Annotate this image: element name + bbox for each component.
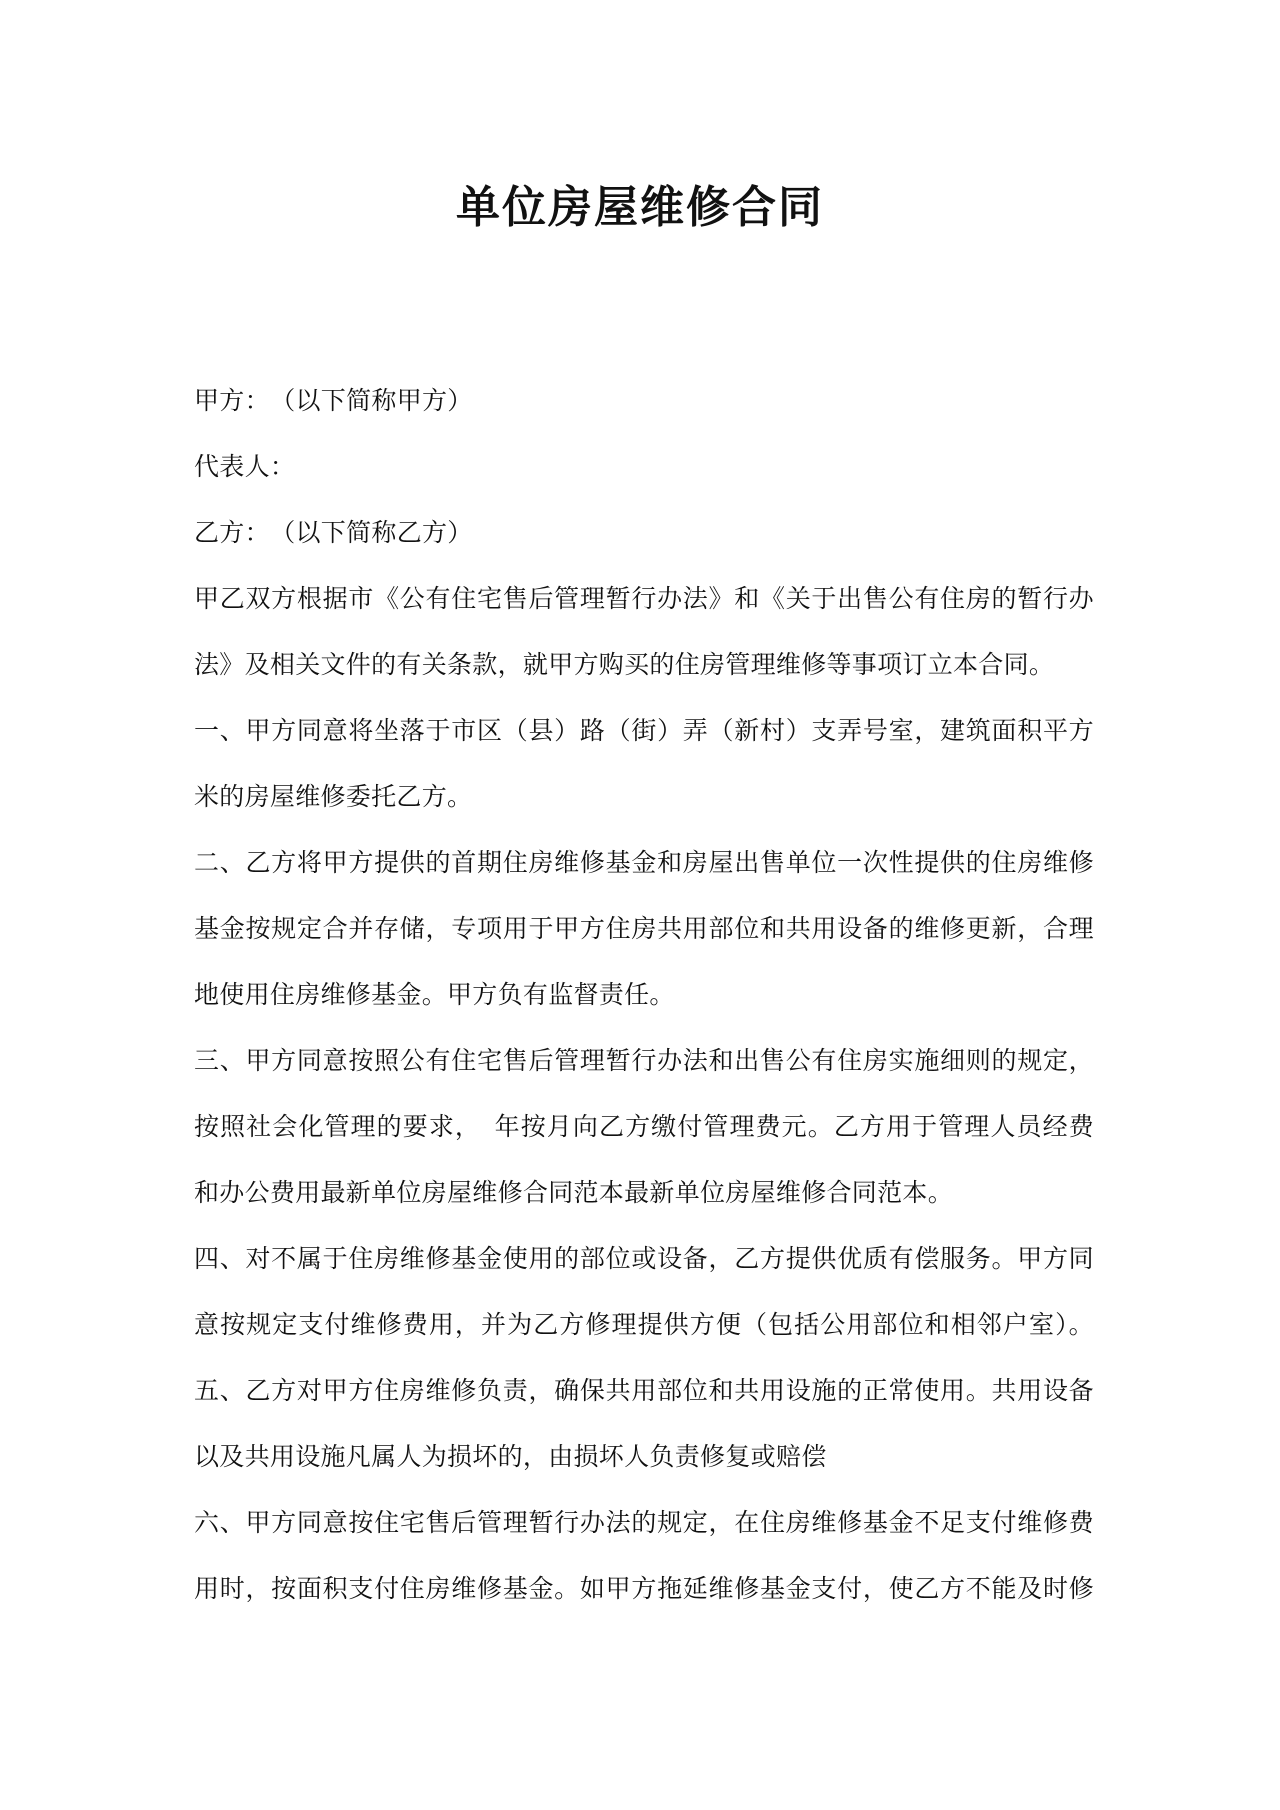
text-line: 基金按规定合并存储，专项用于甲方住房共用部位和共用设备的维修更新，合理 (194, 914, 1094, 943)
text-line: 四、对不属于住房维修基金使用的部位或设备，乙方提供优质有偿服务。甲方同 (194, 1244, 1094, 1273)
text-line: 以及共用设施凡属人为损坏的，由损坏人负责修复或赔偿 (194, 1442, 827, 1471)
text-line: 一、甲方同意将坐落于市区（县）路（街）弄（新村）支弄号室，建筑面积平方 (194, 716, 1094, 745)
text-line: 用时，按面积支付住房维修基金。如甲方拖延维修基金支付，使乙方不能及时修 (194, 1574, 1094, 1603)
text-line-party-a: 甲方： （以下简称甲方） (194, 386, 473, 415)
text-line-party-b: 乙方： （以下简称乙方） (194, 518, 473, 547)
text-line: 意按规定支付维修费用，并为乙方修理提供方便（包括公用部位和相邻户室）。 (194, 1310, 1094, 1339)
text-line: 甲乙双方根据市《公有住宅售后管理暂行办法》和《关于出售公有住房的暂行办 (194, 584, 1094, 613)
text-line: 地使用住房维修基金。甲方负有监督责任。 (194, 980, 675, 1009)
document-body (194, 368, 1094, 1622)
text-line: 米的房屋维修委托乙方。 (194, 782, 473, 811)
text-line: 二、乙方将甲方提供的首期住房维修基金和房屋出售单位一次性提供的住房维修 (194, 848, 1094, 877)
text-line: 五、乙方对甲方住房维修负责，确保共用部位和共用设施的正常使用。共用设备 (194, 1376, 1094, 1405)
text-line: 法》及相关文件的有关条款，就甲方购买的住房管理维修等事项订立本合同。 (194, 650, 1055, 679)
text-line: 三、甲方同意按照公有住宅售后管理暂行办法和出售公有住房实施细则的规定， (194, 1046, 1094, 1075)
text-line: 和办公费用最新单位房屋维修合同范本最新单位房屋维修合同范本。 (194, 1178, 954, 1207)
text-line-representative: 代表人： (194, 452, 296, 481)
document-title: 单位房屋维修合同 (456, 182, 824, 233)
text-line: 六、甲方同意按住宅售后管理暂行办法的规定，在住房维修基金不足支付维修费 (194, 1508, 1094, 1537)
text-line: 按照社会化管理的要求， 年按月向乙方缴付管理费元。乙方用于管理人员经费 (194, 1112, 1094, 1141)
